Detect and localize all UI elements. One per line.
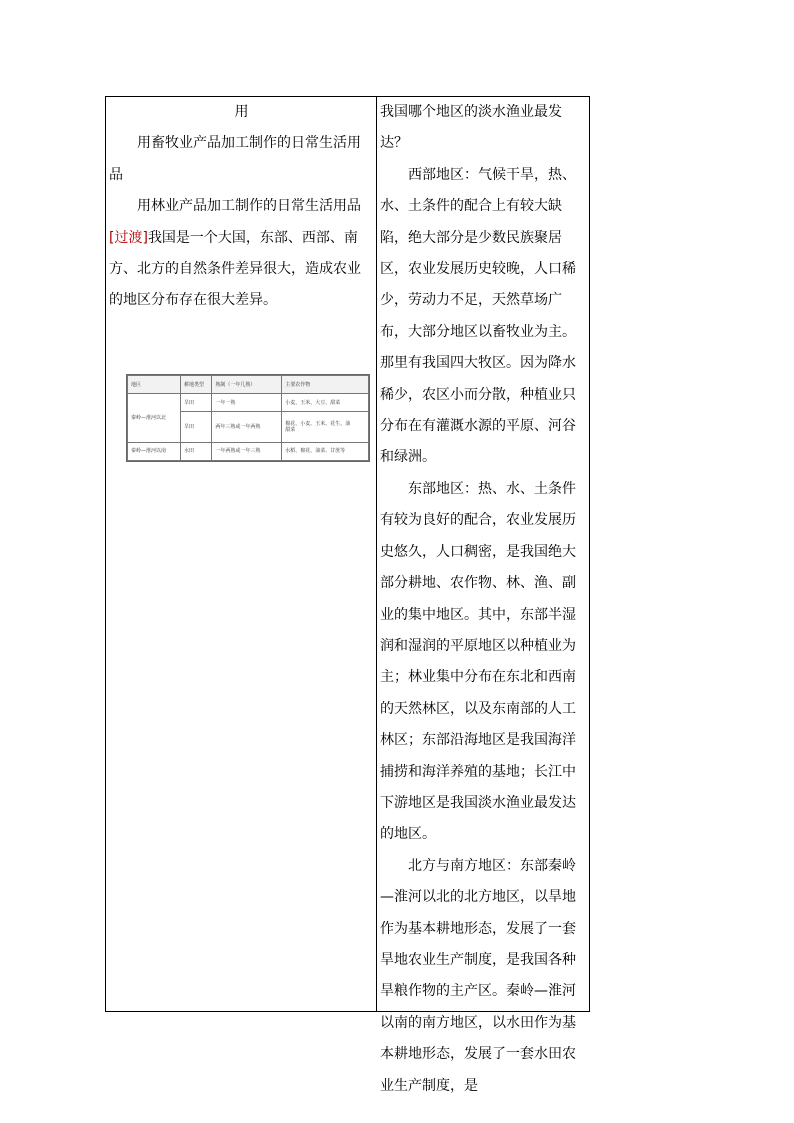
- cell-south-region: 秦岭—淮河以南: [128, 442, 181, 460]
- cell-ripening: 一年一熟: [212, 394, 282, 412]
- left-para-forestry: 用林业产品加工制作的日常生活用品: [137, 198, 361, 215]
- right-para-west: 西部地区：气候干旱，热、水、土条件的配合上有较大缺陷，绝大部分是少数民族聚居区，农业发展历史较晚，人口稀少，劳动力不足，天然草场广布，大部分地区以畜牧业为主。那里有我国四大牧区。因为降水稀少，农区小而分散，种植业只分布在有灌溉水源的平原、河谷和绿洲。: [380, 166, 576, 466]
- left-para-transition: [109, 223, 374, 317]
- right-column: [380, 97, 588, 1102]
- cell-type: 水田: [181, 442, 212, 460]
- cell-north-region: 秦岭—淮河以北: [128, 394, 181, 443]
- crop-region-table: [126, 374, 370, 462]
- th-land-type: 耕地类型: [181, 376, 212, 394]
- right-para-east: 东部地区：热、水、土条件有较为良好的配合，农业发展历史悠久，人口稠密，是我国绝大部分耕地、农作物、林、渔、副业的集中地区。其中，东部半湿润和湿润的平原地区以种植业为主；林业集中分布在东北和西南的天然林区，以及东南部的人工林区；东部沿海地区是我国海洋捕捞和海洋养殖的基地；长江中下游地区是我国淡水渔业最发达的地区。: [380, 480, 576, 843]
- cell-type: 旱田: [181, 412, 212, 442]
- right-para-north-south: 北方与南方地区：东部秦岭—淮河以北的北方地区，以旱地作为基本耕地形态，发展了一套旱地农业生产制度，是我国各种旱粮作物的主产区。秦岭—淮河以南的南方地区，以水田作为基本耕地形态，发展了一套水田农业生产制度，是: [380, 857, 576, 1094]
- cell-crops: 棉花、小麦、玉米、花生、油 甜菜: [282, 412, 369, 442]
- cell-type: 旱田: [181, 394, 212, 412]
- left-para-livestock: 用畜牧业产品加工制作的日常生活用品: [109, 135, 361, 183]
- cell-ripening: 两年三熟或一年两熟: [212, 412, 282, 442]
- right-question: 我国哪个地区的淡水渔业最发达？: [380, 104, 562, 152]
- cell-ripening: 一年两熟或一年三熟: [212, 442, 282, 460]
- column-divider: [376, 96, 377, 1012]
- transition-text: 我国是一个大国，东部、西部、南方、北方的自然条件差异很大，造成农业的地区分布存在很大差异。: [109, 229, 361, 309]
- cell-crops: 水稻、棉花、油菜、甘蔗等: [282, 442, 369, 460]
- transition-tag: [过渡]: [109, 229, 148, 246]
- cell-crops: 小麦、玉米、大豆、甜菜: [282, 394, 369, 412]
- th-ripening: 熟制（一年几熟）: [212, 376, 282, 394]
- th-crops: 主要农作物: [282, 376, 369, 394]
- th-region: 地区: [128, 376, 181, 394]
- left-column: [109, 97, 374, 317]
- left-heading: 用: [234, 104, 249, 120]
